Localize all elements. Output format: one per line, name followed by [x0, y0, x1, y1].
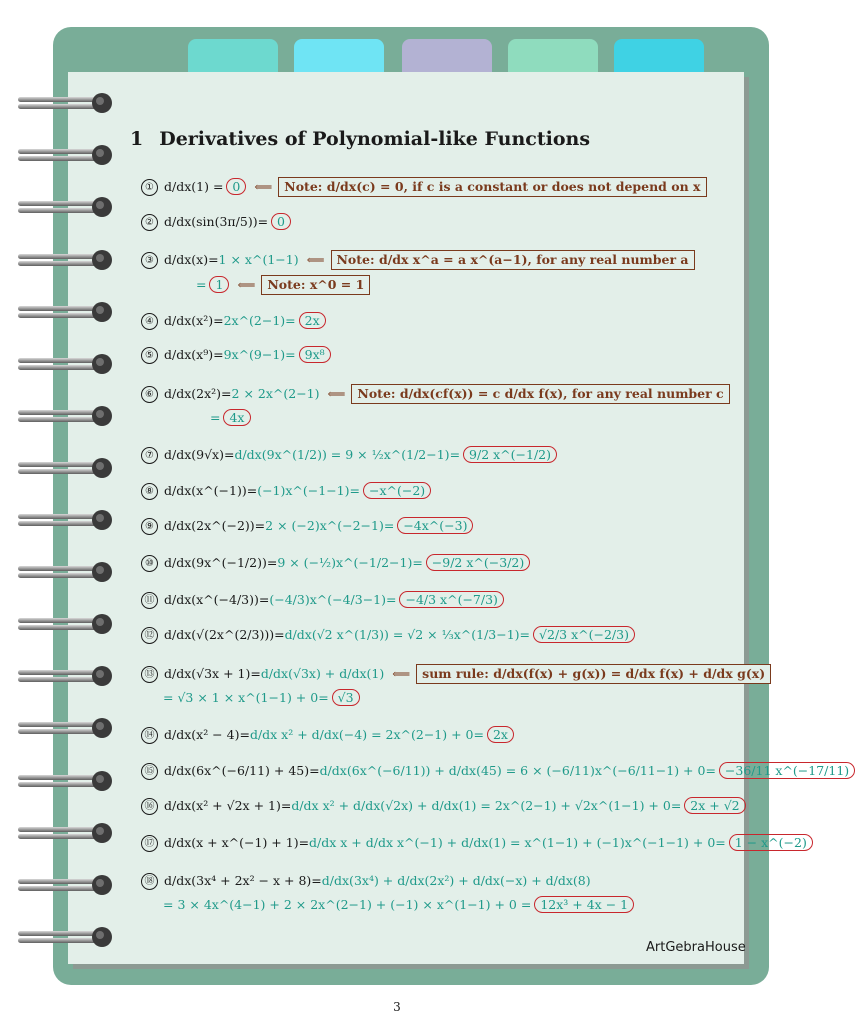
implies-arrow-icon: ⟸ [327, 386, 346, 401]
binding-ring [0, 612, 112, 636]
solution-step: d/dx(9x^(1/2)) = 9 × ½x^(1/2−1)= [234, 447, 461, 462]
problem-expression: d/dx(x^(−4/3))= [164, 592, 270, 607]
problem-line [141, 664, 771, 684]
note-box: Note: d/dx(c) = 0, if c is a constant or does not depend on x [278, 177, 706, 197]
problem-expression: d/dx(9√x)= [164, 447, 235, 462]
solution-step: 9x^(9−1)= [223, 347, 296, 362]
binding-ring [0, 300, 112, 324]
answer-circle: 4x [223, 409, 250, 426]
problem-expression: d/dx(√3x + 1)= [164, 666, 261, 681]
solution-step: d/dx(6x^(−6/11)) + d/dx(45) = 6 × (−6/11)x^(−6/11−1) + 0= [319, 763, 716, 778]
binding-ring [0, 560, 112, 584]
binding-ring [0, 508, 112, 532]
solution-step: = [210, 410, 221, 425]
binding-ring [0, 716, 112, 740]
answer-circle: √2/3 x^(−2/3) [533, 626, 635, 643]
problem-number: ④ [141, 313, 158, 330]
problem-line [141, 554, 530, 572]
problem-number: ⑯ [141, 798, 158, 815]
problem-number: ⑬ [141, 666, 158, 683]
problem-line [141, 797, 746, 815]
binding-ring [0, 143, 112, 167]
problem-number: ⑦ [141, 447, 158, 464]
binding-ring [0, 769, 112, 793]
binding-ring [0, 91, 112, 115]
problem-expression: d/dx(2x²)= [164, 386, 232, 401]
problem-number: ⑭ [141, 727, 158, 744]
problem-number: ⑥ [141, 386, 158, 403]
note-box: Note: x^0 = 1 [261, 275, 370, 295]
solution-step: = 3 × 4x^(4−1) + 2 × 2x^(2−1) + (−1) × x^(1−1) + 0 = [163, 897, 532, 912]
problem-number: ⑫ [141, 627, 158, 644]
problem-expression: d/dx(x^(−1))= [164, 483, 258, 498]
answer-circle: −36/11 x^(−17/11) [719, 762, 855, 779]
page-number: 3 [393, 1000, 401, 1014]
problem-number: ② [141, 214, 158, 231]
problem-number: ⑰ [141, 835, 158, 852]
problem-line-continued [210, 409, 251, 427]
problem-expression: d/dx(x² + √2x + 1)= [164, 798, 292, 813]
problem-line [141, 312, 326, 330]
problem-line [141, 834, 813, 852]
solution-step: 1 × x^(1−1) [218, 252, 299, 267]
implies-arrow-icon: ⟸ [237, 277, 256, 292]
problem-expression: d/dx(x⁹)= [164, 347, 224, 362]
solution-step: (−4/3)x^(−4/3−1)= [269, 592, 397, 607]
answer-circle: 9x⁸ [299, 346, 331, 363]
problem-line [141, 213, 291, 231]
solution-step: (−1)x^(−1−1)= [257, 483, 360, 498]
note-box: sum rule: d/dx(f(x) + g(x)) = d/dx f(x) + d/dx g(x) [416, 664, 771, 684]
binding-ring [0, 664, 112, 688]
answer-circle: 1 − x^(−2) [729, 834, 813, 851]
solution-step: = [196, 277, 207, 292]
brand-logo: ArtGebraHouse [646, 940, 746, 955]
answer-circle: −x^(−2) [363, 482, 431, 499]
problem-expression: d/dx(9x^(−1/2))= [164, 555, 278, 570]
problem-expression: d/dx(1) = [164, 179, 224, 194]
page-title: 1 Derivatives of Polynomial-like Functions [130, 128, 591, 150]
problem-expression: d/dx(x + x^(−1) + 1)= [164, 835, 310, 850]
problem-line-continued [163, 896, 634, 914]
problem-line [141, 384, 730, 404]
binding-ring [0, 925, 112, 949]
solution-step: 2 × 2x^(2−1) [231, 386, 320, 401]
answer-circle: 12x³ + 4x − 1 [534, 896, 634, 913]
problem-number: ⑩ [141, 555, 158, 572]
problem-number: ⑤ [141, 347, 158, 364]
problem-expression: d/dx(6x^(−6/11) + 45)= [164, 763, 320, 778]
problem-line [141, 726, 514, 744]
binding-ring [0, 352, 112, 376]
solution-step: d/dx x² + d/dx(√2x) + d/dx(1) = 2x^(2−1) + √2x^(1−1) + 0= [291, 798, 682, 813]
problem-expression: d/dx(x² − 4)= [164, 727, 250, 742]
note-box: Note: d/dx(cf(x)) = c d/dx f(x), for any real number c [351, 384, 729, 404]
solution-step: = √3 × 1 × x^(1−1) + 0= [163, 690, 329, 705]
problem-number: ⑮ [141, 763, 158, 780]
problem-number: ③ [141, 252, 158, 269]
problem-expression: d/dx(x²)= [164, 313, 224, 328]
solution-step: 2 × (−2)x^(−2−1)= [265, 518, 395, 533]
answer-circle: 0 [226, 178, 246, 195]
solution-step: d/dx x² + d/dx(−4) = 2x^(2−1) + 0= [249, 727, 484, 742]
solution-step: 9 × (−½)x^(−1/2−1)= [277, 555, 423, 570]
implies-arrow-icon: ⟸ [392, 666, 411, 681]
solution-step: 2x^(2−1)= [223, 313, 296, 328]
problem-line [141, 177, 707, 197]
answer-circle: −9/2 x^(−3/2) [426, 554, 530, 571]
binding-ring [0, 404, 112, 428]
answer-circle: −4/3 x^(−7/3) [399, 591, 503, 608]
implies-arrow-icon: ⟸ [254, 179, 273, 194]
answer-circle: −4x^(−3) [397, 517, 473, 534]
binding-ring [0, 821, 112, 845]
solution-step: d/dx(√2 x^(1/3)) = √2 × ⅓x^(1/3−1)= [284, 627, 531, 642]
problem-line [141, 482, 431, 500]
problem-line [141, 762, 855, 780]
problem-number: ① [141, 179, 158, 196]
problem-line [141, 872, 591, 890]
problem-expression: d/dx(sin(3π/5))= [164, 214, 269, 229]
problem-line-continued [196, 275, 370, 295]
binding-ring [0, 195, 112, 219]
answer-circle: 1 [209, 276, 229, 293]
problem-number: ⑱ [141, 873, 158, 890]
solution-step: d/dx(3x⁴) + d/dx(2x²) + d/dx(−x) + d/dx(8) [321, 873, 591, 888]
note-box: Note: d/dx x^a = a x^(a−1), for any real number a [331, 250, 695, 270]
problem-line [141, 626, 635, 644]
problem-expression: d/dx(2x^(−2))= [164, 518, 266, 533]
problem-number: ⑪ [141, 592, 158, 609]
answer-circle: 2x [487, 726, 514, 743]
implies-arrow-icon: ⟸ [306, 252, 325, 267]
problem-line [141, 591, 504, 609]
answer-circle: 9/2 x^(−1/2) [463, 446, 557, 463]
answer-circle: 0 [271, 213, 291, 230]
problem-line [141, 346, 331, 364]
problem-line [141, 250, 695, 270]
solution-step: d/dx(√3x) + d/dx(1) [260, 666, 385, 681]
problem-expression: d/dx(√(2x^(2/3)))= [164, 627, 285, 642]
problem-line-continued [163, 689, 360, 707]
problem-line [141, 446, 557, 464]
problem-line [141, 517, 473, 535]
answer-circle: 2x + √2 [684, 797, 745, 814]
binding-ring [0, 248, 112, 272]
problem-number: ⑧ [141, 483, 158, 500]
binding-ring [0, 873, 112, 897]
problem-number: ⑨ [141, 518, 158, 535]
problem-expression: d/dx(3x⁴ + 2x² − x + 8)= [164, 873, 322, 888]
answer-circle: 2x [299, 312, 326, 329]
solution-step: d/dx x + d/dx x^(−1) + d/dx(1) = x^(1−1) + (−1)x^(−1−1) + 0= [309, 835, 726, 850]
binding-ring [0, 456, 112, 480]
problem-expression: d/dx(x)= [164, 252, 219, 267]
answer-circle: √3 [332, 689, 360, 706]
